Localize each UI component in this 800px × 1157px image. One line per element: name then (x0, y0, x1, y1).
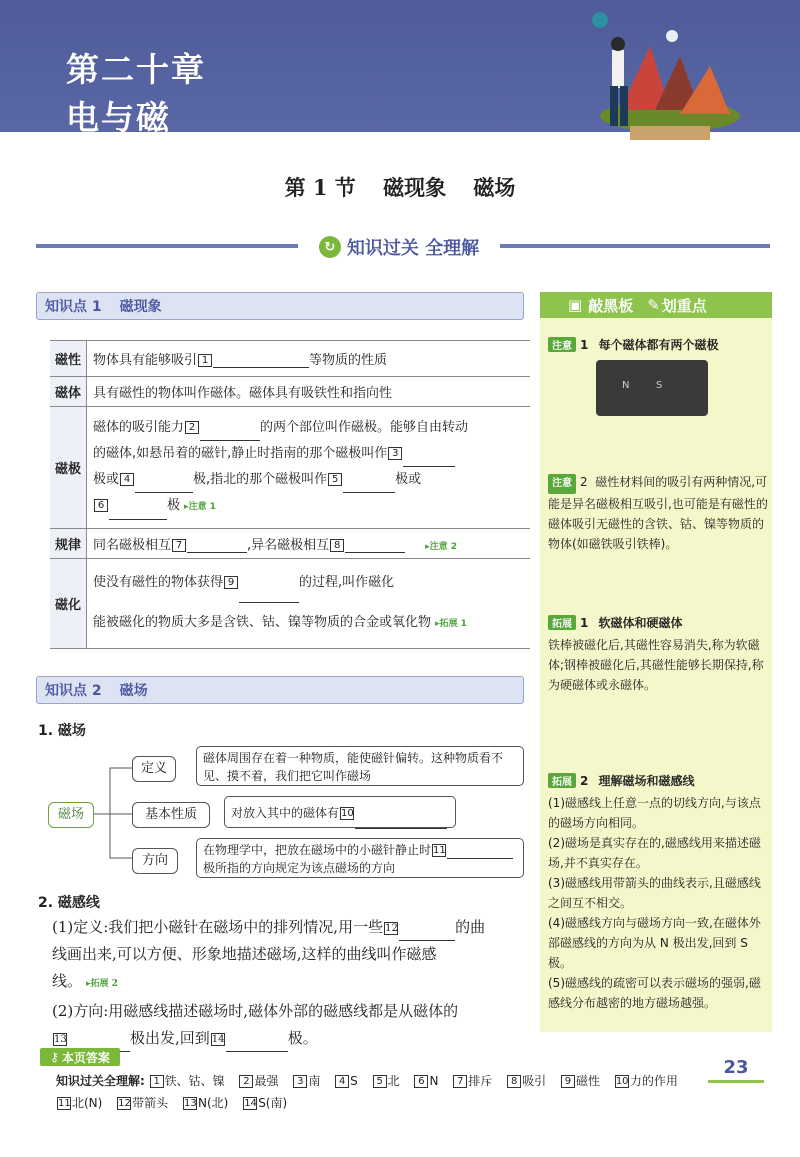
list-item: (5)磁感线的疏密可以表示磁场的强弱,磁感线分布越密的地方磁场越强。 (548, 976, 761, 1010)
answer-number: 5 (373, 1075, 387, 1088)
answer-text: 吸引 (522, 1074, 547, 1088)
kp1-number: 知识点 1 (45, 299, 102, 315)
blank-number: 9 (224, 576, 238, 589)
sidebar-head-1: 敲黑板 (588, 296, 634, 315)
answer-text: 铁、钴、镍 (164, 1074, 225, 1088)
answer-item (506, 1074, 546, 1088)
blank-number: 7 (172, 539, 186, 552)
note-2 (548, 472, 768, 554)
answer-number: 8 (507, 1075, 521, 1088)
kp1-title: 磁现象 (119, 299, 162, 315)
answer-number: 7 (453, 1075, 467, 1088)
answer-number: 13 (184, 1098, 197, 1109)
ext-2 (548, 770, 768, 1013)
page-number: 23 (708, 1054, 764, 1083)
subheading-lines: 2. 磁感线 (38, 895, 100, 911)
answer-text: 北 (387, 1074, 400, 1088)
blank-6[interactable] (109, 505, 167, 520)
answer-item (614, 1074, 678, 1088)
row-cixing (50, 341, 530, 377)
answer-number: 2 (239, 1075, 253, 1088)
note-tag[interactable]: ▸注意 1 (184, 502, 216, 512)
text: 在物理学中，把放在磁场中的小磁针静止时 (203, 843, 432, 857)
text: 的磁体,如悬吊着的磁针,静止时指南的那个磁极叫作 (93, 446, 388, 461)
answer-text: 最强 (254, 1074, 279, 1088)
answer-item (452, 1074, 492, 1088)
answer-item (292, 1074, 320, 1088)
blank-14[interactable] (226, 1037, 288, 1052)
concept-node-direction: 方向 (132, 848, 178, 874)
blank-number: 12 (385, 923, 398, 934)
text: (1)定义:我们把小磁针在磁场中的排列情况,用一些 (52, 918, 384, 936)
list-item: (4)磁感线方向与磁场方向一致,在磁体外部磁感线的方向为从 N 极出发,回到 S 极。 (548, 916, 761, 970)
text: (2)方向:用磁感线描述磁场时,磁体外部的磁感线都是从磁体的 (52, 1002, 459, 1020)
list-item: (3)磁感线用带箭头的曲线表示,且磁感线之间互不相交。 (548, 876, 761, 910)
ext-title: 软磁体和硬磁体 (598, 616, 683, 630)
ext-tag[interactable]: ▸拓展 1 (435, 619, 467, 629)
kp2-title: 磁场 (119, 683, 148, 699)
answer-number: 14 (244, 1098, 257, 1109)
answer-item (372, 1074, 400, 1088)
sidebar-head-2: 划重点 (661, 296, 707, 315)
def-citi: 具有磁性的物体叫作磁体。磁体具有吸铁性和指向性 (87, 377, 531, 407)
text: 磁体的吸引能力 (93, 420, 185, 435)
field-line-paragraph (52, 914, 532, 1052)
answers-label: 知识过关全理解: (56, 1074, 145, 1088)
note-1 (548, 334, 768, 353)
text: 物体具有能够吸引 (93, 353, 198, 368)
answer-text: 南 (308, 1074, 321, 1088)
blank-number: 4 (120, 473, 134, 486)
def-cixing (87, 341, 531, 377)
divider-left (36, 244, 298, 248)
blank-4[interactable] (135, 478, 193, 493)
blank-3[interactable] (403, 452, 455, 467)
blank-number: 8 (330, 539, 344, 552)
blank-1[interactable] (213, 353, 309, 368)
blank-number: 14 (211, 1034, 225, 1045)
subheading-field: 1. 磁场 (38, 723, 86, 739)
text: 的过程,叫作磁化 (299, 575, 395, 590)
term-ciji: 磁极 (50, 407, 87, 529)
chapter-illustration (560, 6, 770, 156)
answers-line-2 (56, 1094, 696, 1111)
ext-tag: 拓展 (548, 615, 576, 630)
ext-list (548, 793, 768, 1013)
sidebar-header (540, 292, 772, 318)
kp2-header (36, 676, 524, 704)
kp1-table (50, 340, 530, 649)
answer-text: 排斥 (468, 1074, 493, 1088)
text: 线画出来,可以方便、形象地描述磁场,这样的曲线叫作磁感 (52, 945, 437, 963)
answer-text: S(南) (258, 1096, 288, 1110)
blank-number: 3 (388, 447, 402, 460)
answer-number: 4 (335, 1075, 349, 1088)
ext-1 (548, 612, 768, 695)
section-label: 第 1 节 (284, 175, 356, 200)
blank-number: 2 (185, 421, 199, 434)
direction-box (196, 838, 524, 878)
kp1-header (36, 292, 524, 320)
note-tag[interactable]: ▸注意 2 (425, 542, 458, 552)
text: 极或 (395, 472, 422, 487)
ext-number: 1 (580, 616, 589, 630)
answer-number: 1 (150, 1075, 164, 1088)
blank-7[interactable] (187, 538, 247, 553)
magnet-image (596, 360, 708, 416)
answer-text: S (350, 1074, 358, 1088)
answer-item (56, 1096, 102, 1110)
blank-8[interactable] (345, 538, 405, 553)
text: 极 (167, 498, 181, 513)
answer-item (149, 1074, 225, 1088)
term-cixing: 磁性 (50, 341, 87, 377)
answer-item (413, 1074, 438, 1088)
magnet-n-label: N (622, 380, 630, 391)
pen-icon: ✎ (647, 296, 660, 314)
answers-head-text: 本页答案 (61, 1050, 110, 1065)
term-citi: 磁体 (50, 377, 87, 407)
answers-header (40, 1048, 120, 1066)
text: 能被磁化的物质大多是含铁、钴、镍等物质的合金或氧化物 (93, 615, 432, 630)
note-tag: 注意 (548, 337, 576, 352)
answer-number: 10 (615, 1076, 629, 1087)
answer-item (560, 1074, 600, 1088)
text: 的曲 (455, 918, 486, 936)
text: 极或 (93, 472, 120, 487)
row-guilv (50, 529, 530, 559)
note-number: 1 (580, 338, 589, 352)
answer-item (238, 1074, 278, 1088)
answer-text: 带箭头 (132, 1096, 169, 1110)
text: 极出发,回到 (130, 1029, 210, 1047)
kp2-number: 知识点 2 (45, 683, 102, 699)
def-guilv (87, 529, 531, 559)
answer-item (242, 1096, 287, 1110)
note-number: 2 (580, 475, 588, 489)
blank-2[interactable] (200, 426, 260, 441)
list-item: (2)磁场是真实存在的,磁感线用来描述磁场,并不真实存在。 (548, 836, 761, 870)
blank-number: 10 (341, 808, 354, 819)
text: 使没有磁性的物体获得 (93, 575, 224, 590)
note-tag: 注意 (548, 474, 576, 494)
chapter-title: 电与磁 (66, 98, 171, 137)
blank-number: 5 (328, 473, 342, 486)
blank-number: 6 (94, 499, 108, 512)
ext-number: 2 (580, 774, 589, 788)
row-ciji (50, 407, 530, 529)
ext-tag: 拓展 (548, 773, 576, 788)
text: 线。 (52, 972, 83, 990)
blank-11[interactable] (447, 844, 513, 859)
blank-12[interactable] (399, 926, 455, 941)
text: 对放入其中的磁体有 (231, 806, 340, 820)
knowledge-banner-text: 知识过关 全理解 (346, 238, 480, 259)
text: 同名磁极相互 (93, 538, 172, 553)
answer-item (334, 1074, 358, 1088)
def-cihua (87, 559, 531, 649)
concept-node-definition: 定义 (132, 756, 176, 782)
answer-number: 3 (293, 1075, 307, 1088)
section-title-2: 磁场 (473, 175, 516, 200)
teacher-icon: ▣ (568, 296, 583, 314)
blank-number: 1 (198, 354, 212, 367)
answer-item (116, 1096, 168, 1110)
answer-text: 北(N) (72, 1096, 103, 1110)
ext-title: 理解磁场和磁感线 (598, 774, 695, 788)
answer-text: N(北) (198, 1096, 229, 1110)
note-text: 磁性材料间的吸引有两种情况,可能是异名磁极相互吸引,也可能是有磁性的磁体吸引无磁性的含铁、钴、镍等物质的物体(如磁铁吸引铁棒)。 (548, 475, 768, 551)
magnet-s-label: S (656, 380, 663, 391)
blank-5[interactable] (343, 478, 395, 493)
note-title: 每个磁体都有两个磁极 (598, 338, 719, 352)
property-box (224, 796, 456, 828)
answer-number: 11 (58, 1098, 71, 1109)
section-title (0, 172, 800, 202)
term-cihua: 磁化 (50, 559, 87, 649)
text: 极,指北的那个磁极叫作 (193, 472, 328, 487)
blank-10[interactable] (355, 814, 447, 829)
definition-box: 磁体周围存在着一种物质，能使磁针偏转。这种物质看不见、摸不着，我们把它叫作磁场 (196, 746, 524, 786)
chapter-number: 第二十章 (66, 50, 206, 89)
answer-number: 6 (414, 1075, 428, 1088)
def-ciji (87, 407, 531, 529)
divider-right (500, 244, 770, 248)
answer-number: 9 (561, 1075, 575, 1088)
concept-center-node: 磁场 (48, 802, 94, 828)
key-icon: ⚷ (50, 1050, 59, 1064)
ext-text: 铁棒被磁化后,其磁性容易消失,称为软磁体;钢棒被磁化后,其磁性能够长期保持,称为硬磁体或永磁体。 (548, 638, 764, 692)
section-title-1: 磁现象 (383, 175, 447, 200)
row-cihua (50, 559, 530, 649)
text: 极。 (287, 1029, 318, 1047)
ext-tag[interactable]: ▸拓展 2 (86, 979, 118, 989)
blank-number: 13 (54, 1034, 67, 1045)
answer-item (182, 1096, 228, 1110)
text: 等物质的性质 (309, 353, 388, 368)
text: 的两个部位叫作磁极。能够自由转动 (260, 420, 469, 435)
term-guilv: 规律 (50, 529, 87, 559)
concept-node-property: 基本性质 (132, 802, 210, 828)
answer-text: N (429, 1074, 439, 1088)
list-item: (1)磁感线上任意一点的切线方向,与该点的磁场方向相同。 (548, 796, 761, 830)
refresh-icon: ↻ (319, 236, 341, 258)
answer-text: 磁性 (575, 1074, 600, 1088)
text: 极所指的方向规定为该点磁场的方向 (203, 861, 396, 875)
answers-line-1 (56, 1072, 696, 1089)
blank-number: 11 (433, 845, 446, 856)
knowledge-banner (300, 232, 498, 262)
answer-text: 力的作用 (629, 1074, 678, 1088)
text: ,异名磁极相互 (247, 538, 330, 553)
row-citi (50, 377, 530, 407)
blank-9[interactable] (239, 588, 299, 603)
answer-number: 12 (118, 1098, 131, 1109)
